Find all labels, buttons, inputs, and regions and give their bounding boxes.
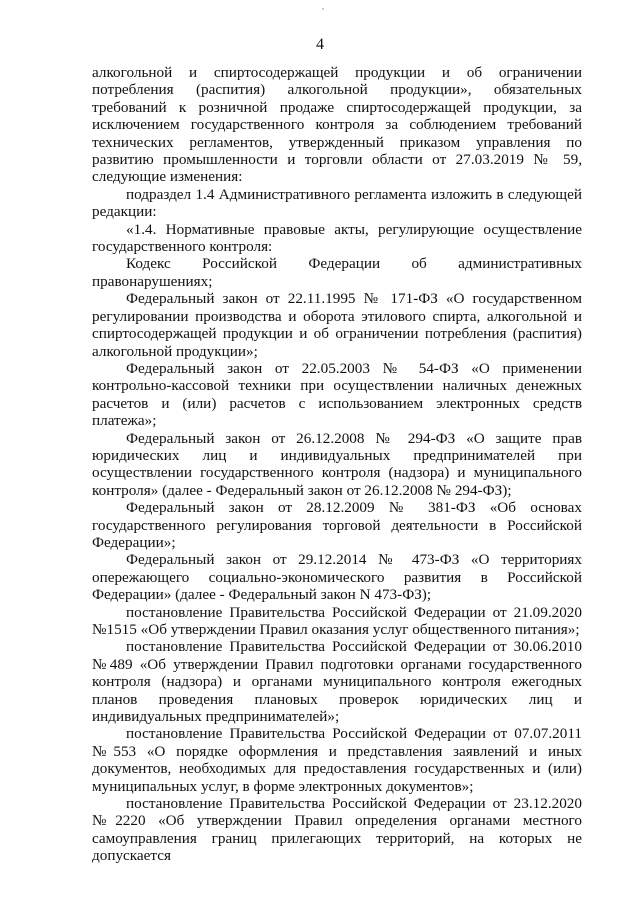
paragraph-law-54: Федеральный закон от 22.05.2003 № 54-ФЗ «О применении контрольно-кассовой техники при осуществлении наличных денежных расчетов и (или) расчетов с использованием электронных средств платежа»; (92, 359, 582, 430)
scan-artifact-dot (322, 8, 324, 10)
document-body (92, 64, 582, 865)
paragraph-decree-1515: постановление Правительства Российской Федерации от 21.09.2020 №1515 «Об утверждении Правил оказания услуг общественного питания»; (92, 603, 582, 638)
paragraph-law-473: Федеральный закон от 29.12.2014 № 473-ФЗ «О территориях опережающего социально-экономического развития в Российской Федерации» (далее - Федеральный закон N 473-ФЗ); (92, 551, 582, 604)
paragraph-subsection-intro: подраздел 1.4 Административного регламента изложить в следующей редакции: (92, 185, 582, 221)
paragraph-law-294: Федеральный закон от 26.12.2008 № 294-ФЗ «О защите прав юридических лиц и индивидуальных предпринимателей при осуществлении государственного контроля (надзора) и муниципального контроля» (далее - Федеральный закон от 26.12.2008 № 294-ФЗ); (92, 429, 582, 499)
page-number: 4 (316, 36, 324, 53)
paragraph-koap: Кодекс Российской Федерации об административных правонарушениях; (92, 255, 582, 290)
paragraph-subsection-heading: «1.4. Нормативные правовые акты, регулирующие осуществление государственного контроля: (92, 220, 582, 256)
paragraph-decree-489: постановление Правительства Российской Федерации от 30.06.2010 №489 «Об утверждении Правил подготовки органами государственного контроля (надзора) и органами муниципального контроля ежегодных планов проведения плановых проверок юридических лиц и индивидуальных предпринимателей»; (92, 638, 582, 726)
paragraph-law-171: Федеральный закон от 22.11.1995 № 171-ФЗ «О государственном регулировании производства и оборота этилового спирта, алкогольной и спиртосодержащей продукции и об ограничении потребления (распития) алкогольной продукции»; (92, 290, 582, 360)
paragraph-decree-553: постановление Правительства Российской Федерации от 07.07.2011 №553 «О порядке оформления и представления заявлений и иных документов, необходимых для предоставления государственных и (или) муниципальных услуг, в форме электронных документов»; (92, 725, 582, 795)
paragraph-law-381: Федеральный закон от 28.12.2009 № 381-ФЗ «Об основах государственного регулирования торговой деятельности в Российской Федерации»; (92, 499, 582, 551)
paragraph-continuation: алкогольной и спиртосодержащей продукции и об ограничении потребления (распития) алкогольной продукции», обязательных требований к розничной продаже спиртосодержащей продукции, за исключением государственного контроля за соблюдением требований технических регламентов, утвержденный приказом управления по развитию промышленности и торговли области от 27.03.2019 № 59, следующие изменения: (92, 64, 582, 186)
paragraph-decree-2220: постановление Правительства Российской Федерации от 23.12.2020 №2220 «Об утверждении Правил определения органами местного самоуправления границ прилегающих территорий, на которых не допускается (92, 795, 582, 865)
